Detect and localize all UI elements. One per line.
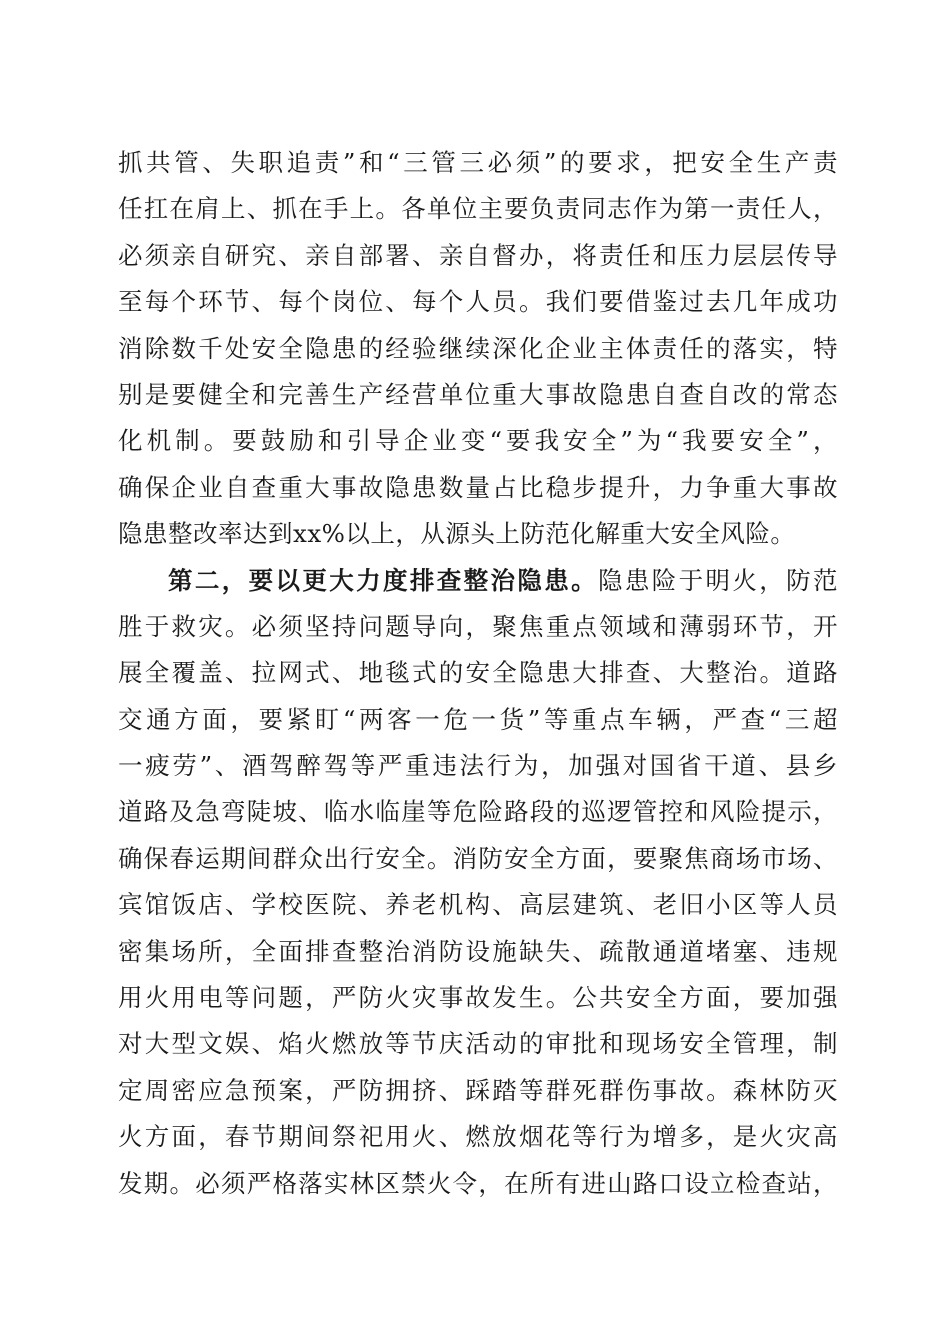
text-line: 火方面，春节期间祭祀用火、燃放烟花等行为增多，是火灾高: [118, 1122, 838, 1152]
paragraph-heading: 第二，要以更大力度排查整治隐患。: [168, 565, 598, 595]
text-line: 道路及急弯陡坡、临水临崖等危险路段的巡逻管控和风险提示，: [118, 797, 838, 827]
text-line: 必须亲自研究、亲自部署、亲自督办，将责任和压力层层传导: [118, 240, 838, 270]
text-line: 任扛在肩上、抓在手上。各单位主要负责同志作为第一责任人，: [118, 194, 838, 224]
text-line: 交通方面，要紧盯“两客一危一货”等重点车辆，严查“三超: [118, 704, 838, 734]
text-line: 一疲劳”、酒驾醉驾等严重违法行为，加强对国省干道、县乡: [118, 751, 838, 781]
text-line: 化机制。要鼓励和引导企业变“要我安全”为“我要安全”，: [118, 426, 838, 456]
text-line: 至每个环节、每个岗位、每个人员。我们要借鉴过去几年成功: [118, 287, 838, 317]
body-text: [118, 140, 838, 1207]
paragraph-1: [118, 140, 838, 558]
text-line: 确保春运期间群众出行安全。消防安全方面，要聚焦商场市场、: [118, 843, 838, 873]
text-line: 对大型文娱、焰火燃放等节庆活动的审批和现场安全管理，制: [118, 1029, 838, 1059]
text-line: 发期。必须严格落实林区禁火令，在所有进山路口设立检查站，: [118, 1168, 838, 1198]
text-run: 隐患险于明火，防范: [598, 565, 838, 595]
text-line: 定周密应急预案，严防拥挤、踩踏等群死群伤事故。森林防灭: [118, 1075, 838, 1105]
paragraph-first-line: [118, 558, 838, 604]
text-line: 别是要健全和完善生产经营单位重大事故隐患自查自改的常态: [118, 379, 838, 409]
text-line: 用火用电等问题，严防火灾事故发生。公共安全方面，要加强: [118, 983, 838, 1013]
text-line: 隐患整改率达到xx%以上，从源头上防范化解重大安全风险。: [118, 519, 796, 549]
text-line: 宾馆饭店、学校医院、养老机构、高层建筑、老旧小区等人员: [118, 890, 838, 920]
text-line: 密集场所，全面排查整治消防设施缺失、疏散通道堵塞、违规: [118, 936, 838, 966]
paragraph-2: [118, 558, 838, 1207]
text-line: 消除数千处安全隐患的经验继续深化企业主体责任的落实，特: [118, 333, 838, 363]
text-line: 抓共管、失职追责”和“三管三必须”的要求，把安全生产责: [118, 148, 838, 177]
text-line: 展全覆盖、拉网式、地毯式的安全隐患大排查、大整治。道路: [118, 658, 838, 688]
text-line: 确保企业自查重大事故隐患数量占比稳步提升，力争重大事故: [118, 472, 838, 502]
text-line: 胜于救灾。必须坚持问题导向，聚焦重点领域和薄弱环节，开: [118, 611, 838, 641]
